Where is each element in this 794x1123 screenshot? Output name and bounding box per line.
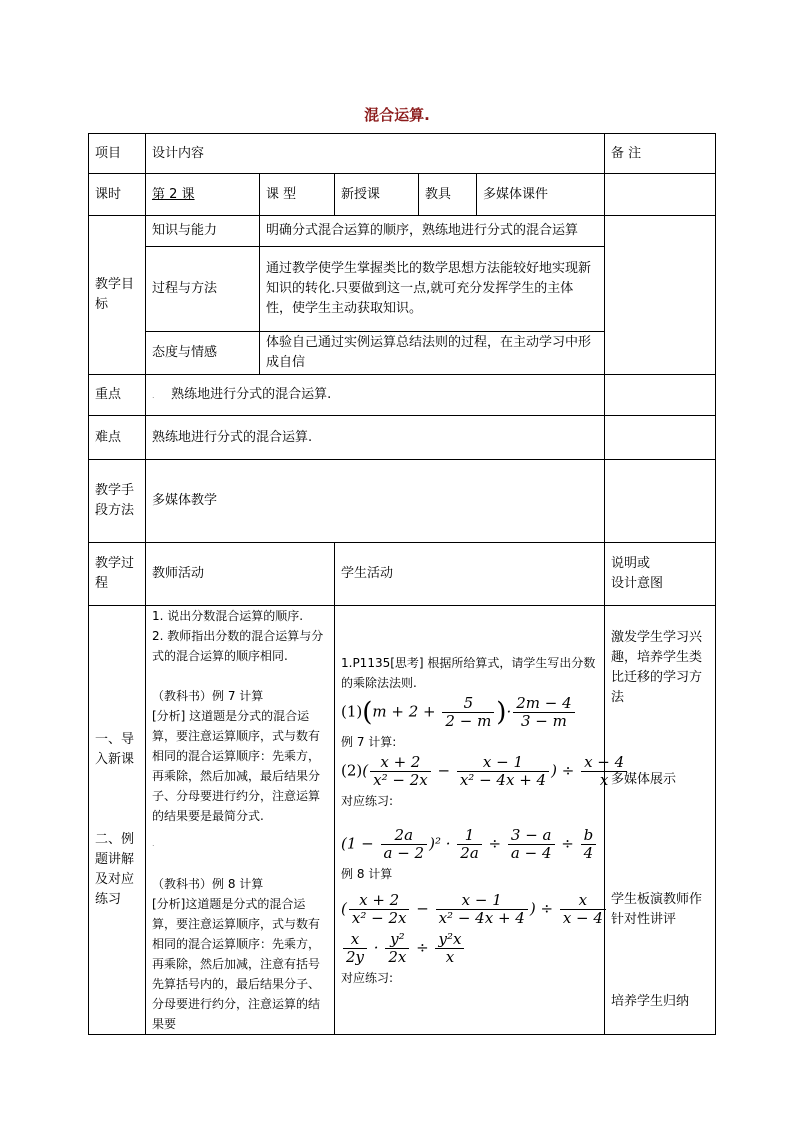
process-label: 教学过程 [89,543,146,606]
note-2: 多媒体展示 [611,772,677,787]
student-practice-2: 对应练习: [341,970,394,985]
page-title: 混合运算. [364,106,430,124]
method-label: 教学手段方法 [89,460,146,543]
header-content: 设计内容 [146,134,605,174]
teacher-activity-header: 教师活动 [146,543,335,606]
goal-text: 通过教学使学生掌握类比的数学思想方法能较好地实现新知识的转化.只要做到这一点,就可充分发挥学生的主体性，使学生主动获取知识。 [260,247,605,332]
note-4: 培养学生归纳 [611,994,690,1009]
teacher-step: 2. 教师指出分数的混合运算与分式的混合运算的顺序相同. [152,629,324,663]
difficulty-text: 熟练地进行分式的混合运算. [146,416,605,460]
formula-5: $\frac{x}{2y}$ · $\frac{\text{y²}}{2x}$ ÷ $\frac{\text{y²x}}{x}$ [341,929,598,968]
process-header-row [89,543,716,606]
note-1: 激发学生学习兴趣，培养学生类比迁移的学习方法 [611,630,703,705]
header-project: 项目 [89,134,146,174]
formula-4: ( $\frac{x + 2}{\text{x² − 2x}}$ − $\frac{x - 1}{\text{x² − 4x + 4}}$ ) ÷ $\frac{x}{x - 4}$ [341,890,598,929]
method-row [89,460,716,543]
key-point-dot: . [152,390,155,400]
lesson-type-label: 课 型 [260,174,335,216]
student-activity-header: 学生活动 [335,543,605,606]
formula-2: (2)( $\frac{x + 2}{\text{x² − 2x}}$ − $\frac{x - 1}{\text{x² − 4x + 4}}$ ) ÷ $\frac{x - 4}{x}$ [341,752,598,791]
goals-label: 教学目标 [89,216,146,375]
stage-examples: 二、例题讲解及对应练习 [95,832,135,907]
header-row [89,134,716,174]
note-header: 说明或 设计意图 [605,543,716,606]
key-point-label: 重点 [89,375,146,416]
lesson-type-value: 新授课 [335,174,419,216]
key-point-text: 熟练地进行分式的混合运算. [171,386,332,402]
student-intro: 1.P1135[思考] 根据所给算式，请学生写出分数的乘除法法则. [341,655,596,690]
formula-3: (1 − $\frac{2a}{a - 2}$ )² · $\frac{1}{2a}$ ÷ $\frac{3 - a}{a - 4}$ ÷ $\frac{b}{4}$ [341,825,598,864]
lesson-label: 课时 [89,174,146,216]
goal-name: 态度与情感 [146,332,260,375]
student-example-8: 例 8 计算 [341,866,393,881]
teacher-analysis-7: [分析] 这道题是分式的混合运算，要注意运算顺序，式与数有相同的混合运算顺序：先乘方，再乘除，然后加减，最后结果分子、分母要进行约分，注意运算的结果要是最简分式. [152,709,321,823]
teacher-dot: . [152,839,155,848]
teacher-step: 1. 说出分数混合运算的顺序. [152,609,304,623]
student-example-7: 例 7 计算: [341,734,397,749]
method-text: 多媒体教学 [146,460,605,543]
key-point-row [89,375,716,416]
process-row [89,606,716,1035]
lesson-tool-label: 教具 [419,174,477,216]
stage-intro: 一、导入新课 [95,732,135,767]
goal-name: 知识与能力 [146,216,260,247]
teacher-example-7: （教科书）例 7 计算 [152,689,264,703]
lesson-row [89,174,716,216]
goal-name: 过程与方法 [146,247,260,332]
lesson-tool-value: 多媒体课件 [477,174,605,216]
goal-text: 明确分式混合运算的顺序，熟练地进行分式的混合运算 [260,216,605,247]
difficulty-row [89,416,716,460]
student-practice-1: 对应练习: [341,793,394,808]
teacher-analysis-8: [分析]这道题是分式的混合运算，要注意运算顺序，式与数有相同的混合运算顺序：先乘方，再乘除，然后加减，注意有括号先算括号内的，最后结果分子、分母要进行约分，注意运算的结果要 [152,897,321,1031]
goal-row-knowledge [89,216,716,247]
lesson-value: 第 2 课 [152,186,195,202]
lesson-plan-table [88,133,716,1035]
teacher-example-8: （教科书）例 8 计算 [152,877,264,891]
difficulty-label: 难点 [89,416,146,460]
header-remark: 备 注 [605,134,716,174]
note-3: 学生板演教师作针对性讲评 [611,892,703,927]
formula-1: (1)(m + 2 + $\frac{5}{2 - m}$ )· $\frac{2m - 4}{3 - m}$ [341,693,598,732]
goal-text: 体验自己通过实例运算总结法则的过程，在主动学习中形成自信 [260,332,605,375]
